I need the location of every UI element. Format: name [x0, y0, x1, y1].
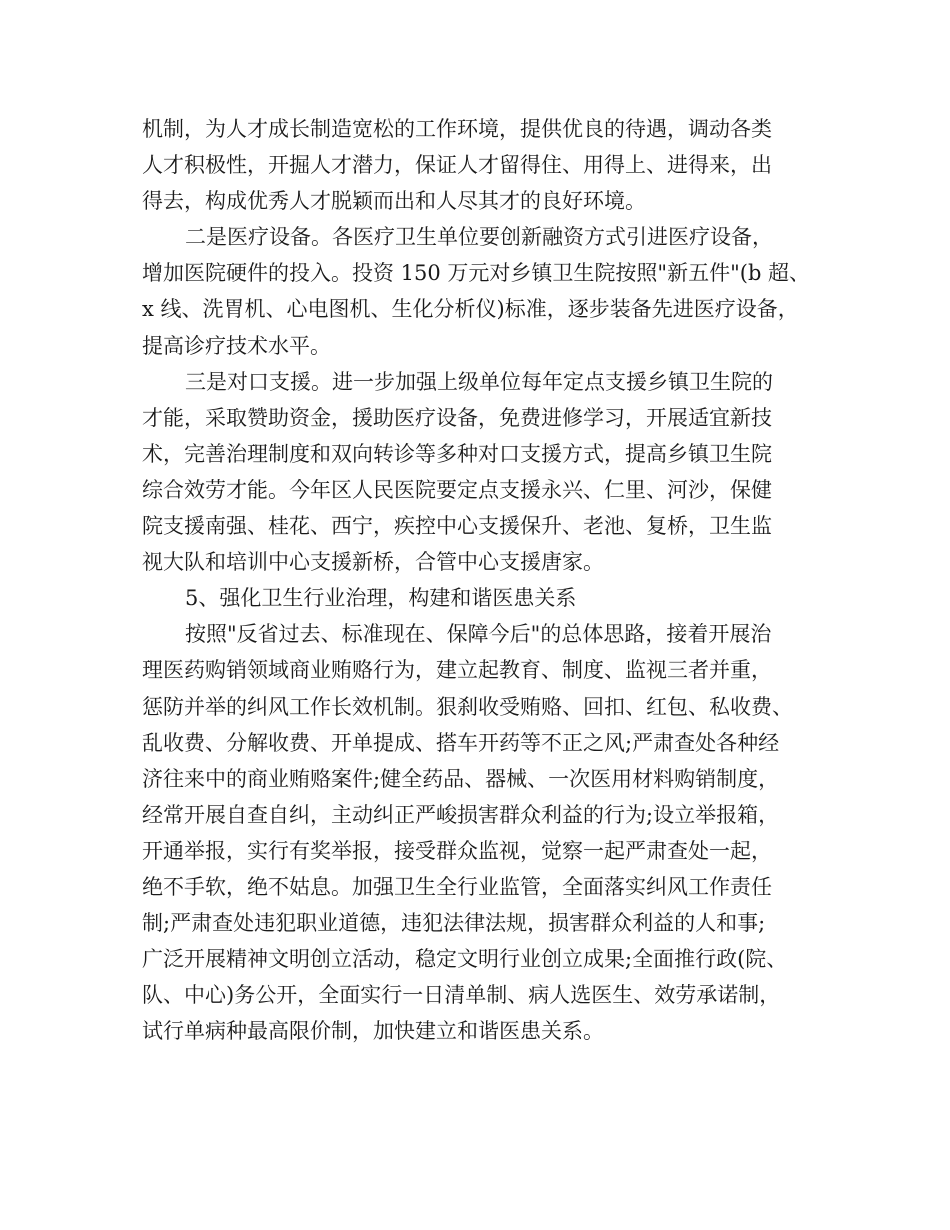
paragraph-line: 院支援南强、桂花、西宁，疾控中心支援保升、老池、复桥，卫生监	[142, 514, 772, 539]
paragraph-line: 综合效劳才能。今年区人民医院要定点支援永兴、仁里、河沙，保健	[142, 477, 772, 502]
paragraph-line: 增加医院硬件的投入。投资 150 万元对乡镇卫生院按照"新五件"(b 超、	[142, 261, 811, 286]
paragraph-line: 绝不手软，绝不姑息。加强卫生全行业监管，全面落实纠风工作责任	[142, 874, 772, 899]
paragraph-line: 术，完善治理制度和双向转诊等多种对口支援方式，提高乡镇卫生院	[142, 441, 772, 466]
paragraph-line: 人才积极性，开掘人才潜力，保证人才留得住、用得上、进得来，出	[142, 153, 772, 178]
paragraph-line: 济往来中的商业贿赂案件;健全药品、器械、一次医用材料购销制度，	[142, 766, 780, 791]
paragraph-line: 提高诊疗技术水平。	[142, 333, 331, 358]
paragraph-line: 经常开展自查自纠，主动纠正严峻损害群众利益的行为;设立举报箱，	[142, 802, 780, 827]
paragraph-line: 三是对口支援。进一步加强上级单位每年定点支援乡镇卫生院的	[185, 369, 773, 394]
paragraph-line: 二是医疗设备。各医疗卫生单位要创新融资方式引进医疗设备，	[185, 225, 773, 250]
section-heading: 5、强化卫生行业治理，构建和谐医患关系	[185, 586, 577, 611]
paragraph-line: 机制，为人才成长制造宽松的工作环境，提供优良的待遇，调动各类	[142, 117, 772, 141]
paragraph-line: 开通举报，实行有奖举报，接受群众监视，觉察一起严肃查处一起，	[142, 838, 772, 863]
paragraph-line: 试行单病种最高限价制，加快建立和谐医患关系。	[142, 1019, 604, 1044]
paragraph-line: 才能，采取赞助资金，援助医疗设备，免费进修学习，开展适宜新技	[142, 405, 772, 430]
paragraph-line: 按照"反省过去、标准现在、保障今后"的总体思路，接着开展治	[185, 622, 772, 647]
document-body	[142, 111, 812, 1049]
paragraph-line: 制;严肃查处违犯职业道德，违犯法律法规，损害群众利益的人和事;	[142, 911, 766, 936]
paragraph-line: 队、中心)务公开，全面实行一日清单制、病人选医生、效劳承诺制，	[142, 983, 781, 1008]
paragraph-line: 惩防并举的纠风工作长效机制。狠刹收受贿赂、回扣、红包、私收费、	[142, 694, 793, 719]
paragraph-line: 理医药购销领域商业贿赂行为，建立起教育、制度、监视三者并重，	[142, 658, 772, 683]
paragraph-line: 得去，构成优秀人才脱颖而出和人尽其才的良好环境。	[142, 189, 646, 214]
paragraph-line: x 线、洗胃机、心电图机、生化分析仪)标准，逐步装备先进医疗设备，	[142, 297, 799, 322]
paragraph-line: 广泛开展精神文明创立活动，稳定文明行业创立成果;全面推行政(院、	[142, 947, 788, 972]
paragraph-line: 视大队和培训中心支援新桥，合管中心支援唐家。	[142, 550, 604, 575]
paragraph-line: 乱收费、分解收费、开单提成、搭车开药等不正之风;严肃查处各种经	[142, 730, 780, 755]
